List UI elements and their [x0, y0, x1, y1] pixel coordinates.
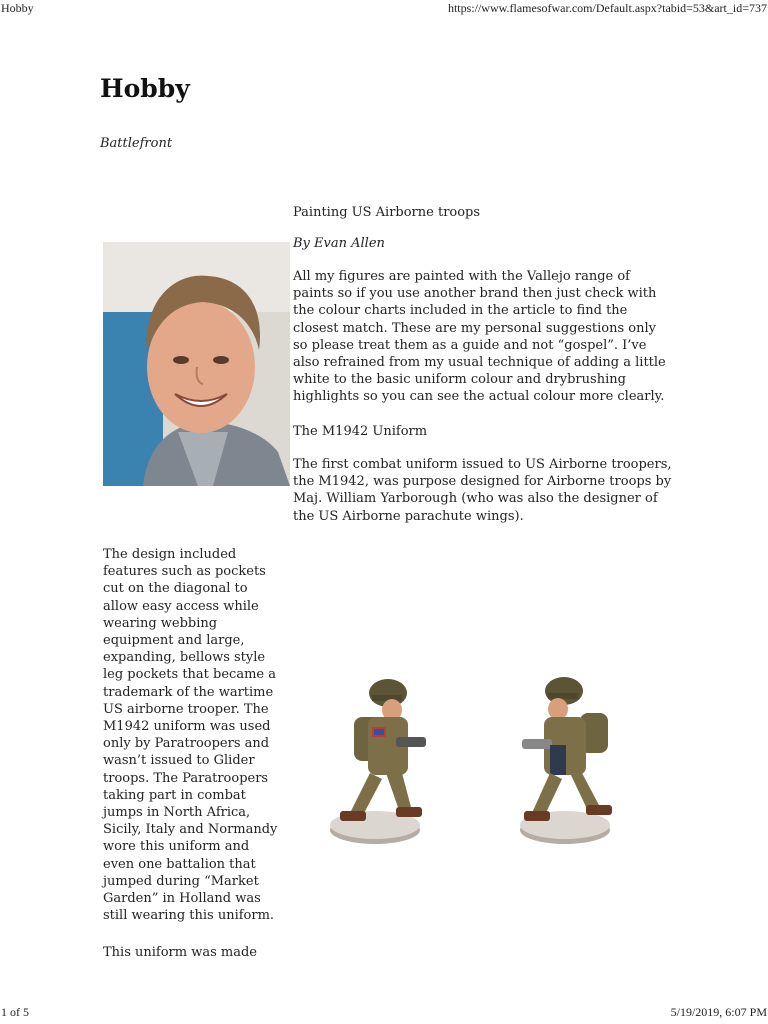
miniature-figure-left: [330, 679, 426, 844]
print-url[interactable]: https://www.flamesofwar.com/Default.aspx?tabid=53&art_id=737: [447, 1, 767, 15]
page-count: 1 of 5: [1, 1005, 29, 1019]
print-timestamp: 5/19/2019, 6:07 PM: [670, 1005, 767, 1019]
author-portrait-image: [103, 242, 290, 486]
section-heading: The M1942 Uniform: [293, 424, 428, 439]
intro-paragraph: All my figures are painted with the Vallejo range of paints so if you use another brand then just check with the colour charts included in the article to find the closest match. These are my personal suggestions only so please treat them as a guide and not “gospel”. I’ve also refrained from my usual technique of adding a little white to the basic uniform colour and drybrushing highlights so you can see the actual colour more clearly.: [293, 269, 666, 405]
print-tab-title: Hobby: [1, 1, 34, 15]
section-paragraph-1: The first combat uniform issued to US Airborne troopers, the M1942, was purpose designed for Airborne troops by Maj. William Yarborough (who was also the designer of the US Airborne parachute wings).: [293, 457, 672, 524]
source-label: Battlefront: [100, 136, 173, 151]
article-byline: By Evan Allen: [293, 236, 385, 251]
section-paragraph-2: The design included features such as pockets cut on the diagonal to allow easy access while wearing webbing equipment and large, expanding, bellows style leg pockets that became a trademark of the wartime US airborne trooper. The M1942 uniform was used only by Paratroopers and wasn’t issued to Glider troops. The Paratroopers taking part in combat jumps in North Africa, Sicily, Italy and Normandy wore this uniform and even one battalion that jumped during “Market Garden” in Holland was still wearing this uniform.: [103, 547, 278, 924]
miniature-figure-right: [520, 677, 612, 844]
page-title: Hobby: [100, 74, 190, 103]
miniature-figures-image: [310, 655, 640, 860]
miniature-figures-photo: [310, 655, 640, 860]
author-portrait: [103, 242, 290, 486]
article-title: Painting US Airborne troops: [293, 205, 481, 220]
print-header: [0, 0, 768, 16]
print-footer: [0, 1006, 768, 1024]
section-paragraph-3: This uniform was made: [103, 945, 257, 960]
